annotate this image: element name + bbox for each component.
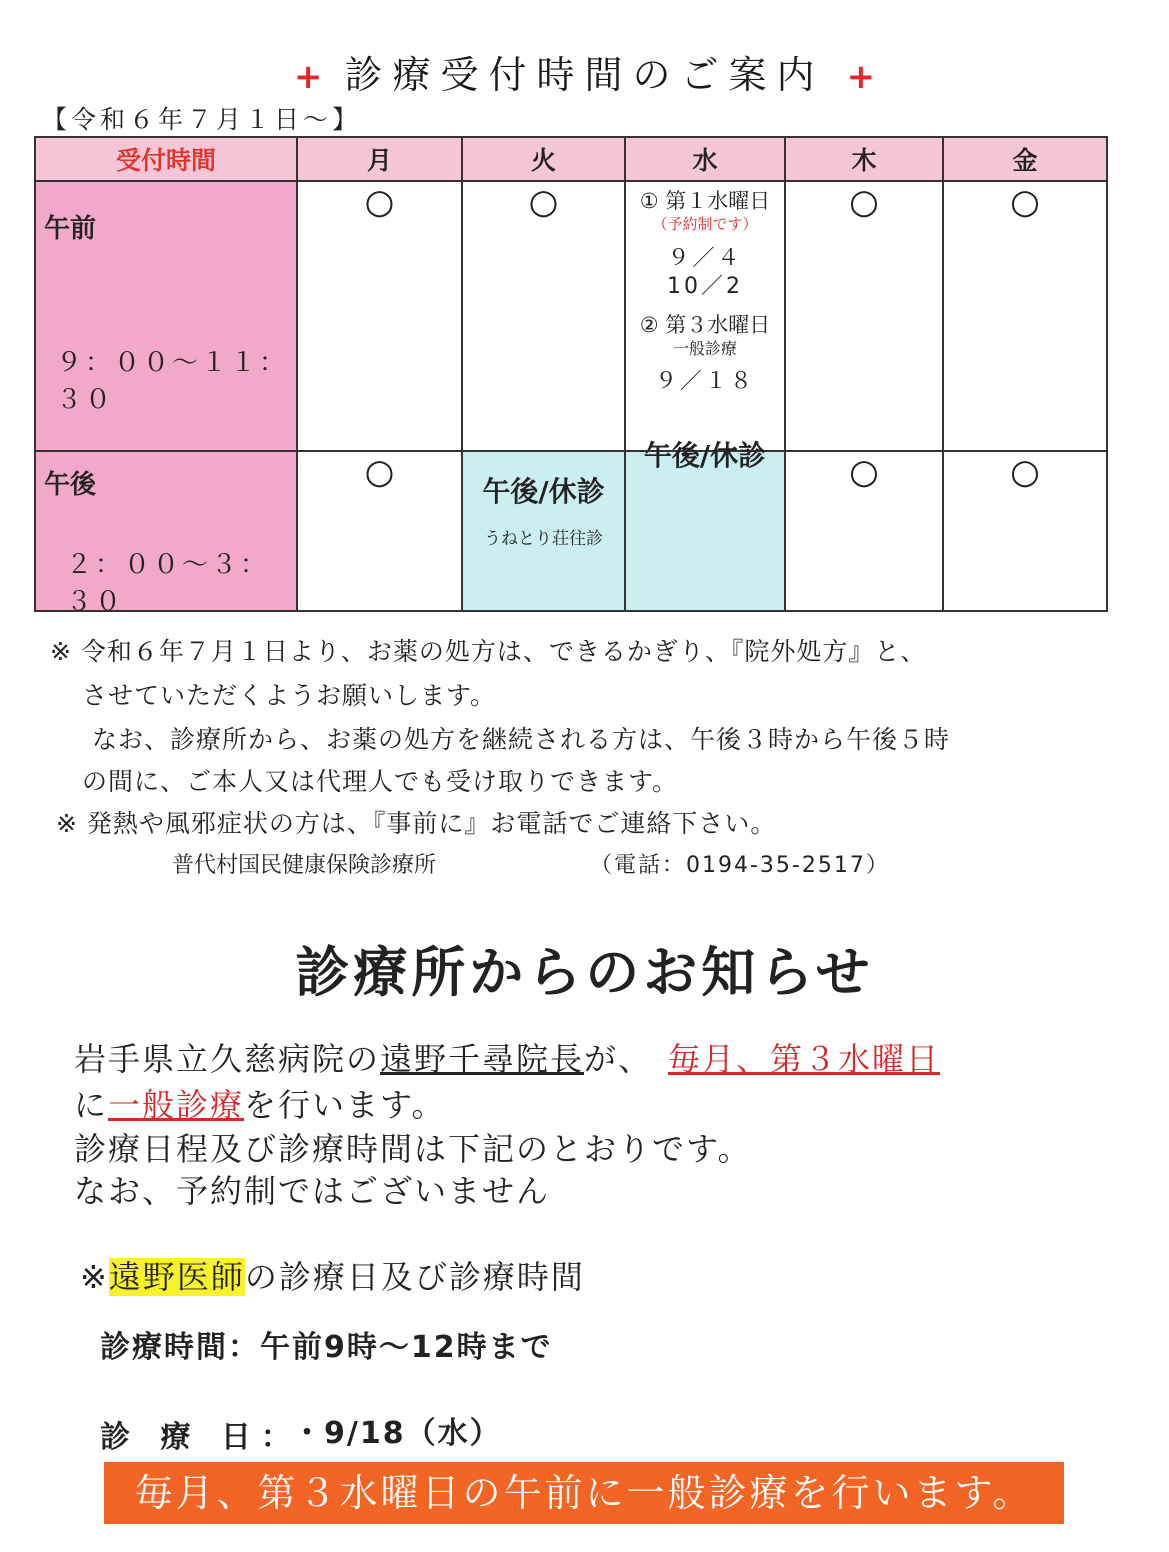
afternoon-slot	[35, 451, 297, 617]
notice-text: 岩手県立久慈病院の	[74, 1040, 381, 1078]
wed-first-date: 10／2	[667, 274, 743, 300]
afternoon-thu-mark: ○	[785, 451, 943, 611]
note-line: なお、診療所から、お薬の処方を継続される方は、午後３時から午後５時	[92, 725, 951, 754]
wed-first-date: ９／４	[667, 245, 743, 271]
page-title	[0, 44, 1169, 99]
general-care-highlight: 一般診療	[108, 1086, 245, 1124]
monthly-banner: 毎月、第３水曜日の午前に一般診療を行います。	[104, 1462, 1064, 1524]
consultation-days-value: ・9/18（水）	[292, 1416, 502, 1451]
afternoon-tue-closed	[462, 451, 625, 611]
clinic-phone: （電話：0194-35-2517）	[590, 853, 890, 878]
note-line: の間に、ご本人又は代理人でも受け取りできます。	[82, 767, 679, 796]
wed-third-note: 一般診療	[672, 339, 737, 359]
notice-paragraph: なお、予約制ではございません	[74, 1172, 551, 1210]
notice-paragraph	[74, 1080, 445, 1126]
consultation-days-label: 診 療 日：	[100, 1420, 301, 1455]
wed-third-date: ９／１８	[654, 369, 755, 395]
afternoon-fri-mark: ○	[943, 451, 1107, 611]
reception-header: 受付時間	[35, 137, 297, 181]
day-header-thu: 木	[785, 137, 943, 181]
day-header-wed: 水	[625, 137, 785, 181]
schedule-highlight: 毎月、第３水曜日	[668, 1040, 941, 1078]
afternoon-row	[35, 451, 1107, 611]
morning-time: ９：００～１１：３０	[56, 348, 289, 415]
closed-label: 午後/休診	[643, 439, 767, 472]
morning-slot	[35, 181, 297, 451]
closed-label: 午後/休診	[482, 475, 605, 508]
notice-paragraph	[74, 1034, 940, 1080]
schedule-table	[34, 136, 1108, 617]
notice-paragraph: 診療日程及び診療時間は下記のとおりです。	[74, 1130, 752, 1168]
morning-thu-mark: ○	[785, 181, 943, 451]
title-text: 診療受付時間のご案内	[344, 53, 825, 97]
doctor-schedule-heading	[80, 1252, 585, 1298]
tuesday-visit-note: うねとり荘往診	[484, 529, 603, 549]
wed-third-label: ② 第３水曜日	[639, 312, 771, 337]
morning-wed-cell	[625, 181, 785, 451]
note-line: ※ 令和６年７月１日より、お薬の処方は、できるかぎり、『院外処方』と、	[50, 637, 927, 666]
notice-text: に	[74, 1086, 109, 1124]
notice-text: ※	[80, 1258, 109, 1296]
notice-text: が、	[584, 1040, 653, 1078]
morning-fri-mark: ○	[943, 181, 1107, 451]
wed-first-note: （予約制です）	[652, 215, 758, 234]
note-line: させていただくようお願いします。	[82, 681, 497, 710]
note-line: ※ 発熱や風邪症状の方は、『事前に』お電話でご連絡下さい。	[56, 809, 777, 838]
morning-mon-mark: ○	[297, 181, 462, 451]
doctor-title: 遠野千尋院長	[380, 1040, 585, 1078]
consultation-hours: 診療時間：午前9時～12時まで	[100, 1330, 553, 1365]
red-cross-icon: +	[846, 57, 876, 97]
notice-text: の診療日及び診療時間	[244, 1258, 585, 1296]
effective-date: 【令和６年７月１日～】	[42, 105, 362, 134]
schedule-header-row	[35, 137, 1107, 181]
day-header-fri: 金	[943, 137, 1107, 181]
afternoon-mon-mark: ○	[297, 451, 462, 611]
afternoon-time: ２：００～３：３０	[66, 550, 270, 617]
afternoon-label: 午後	[44, 470, 97, 500]
morning-tue-mark: ○	[462, 181, 625, 451]
wed-first-label: ① 第１水曜日	[639, 189, 771, 213]
day-header-mon: 月	[297, 137, 462, 181]
day-header-tue: 火	[462, 137, 625, 181]
notice-text: を行います。	[244, 1086, 446, 1124]
afternoon-wed-closed	[625, 439, 785, 611]
clinic-name: 普代村国民健康保険診療所	[172, 853, 437, 878]
morning-row	[35, 181, 1107, 451]
notice-title: 診療所からのお知らせ	[295, 941, 874, 1004]
red-cross-icon: +	[293, 57, 323, 97]
morning-label: 午前	[44, 214, 97, 244]
doctor-name-highlight: 遠野医師	[108, 1258, 245, 1296]
